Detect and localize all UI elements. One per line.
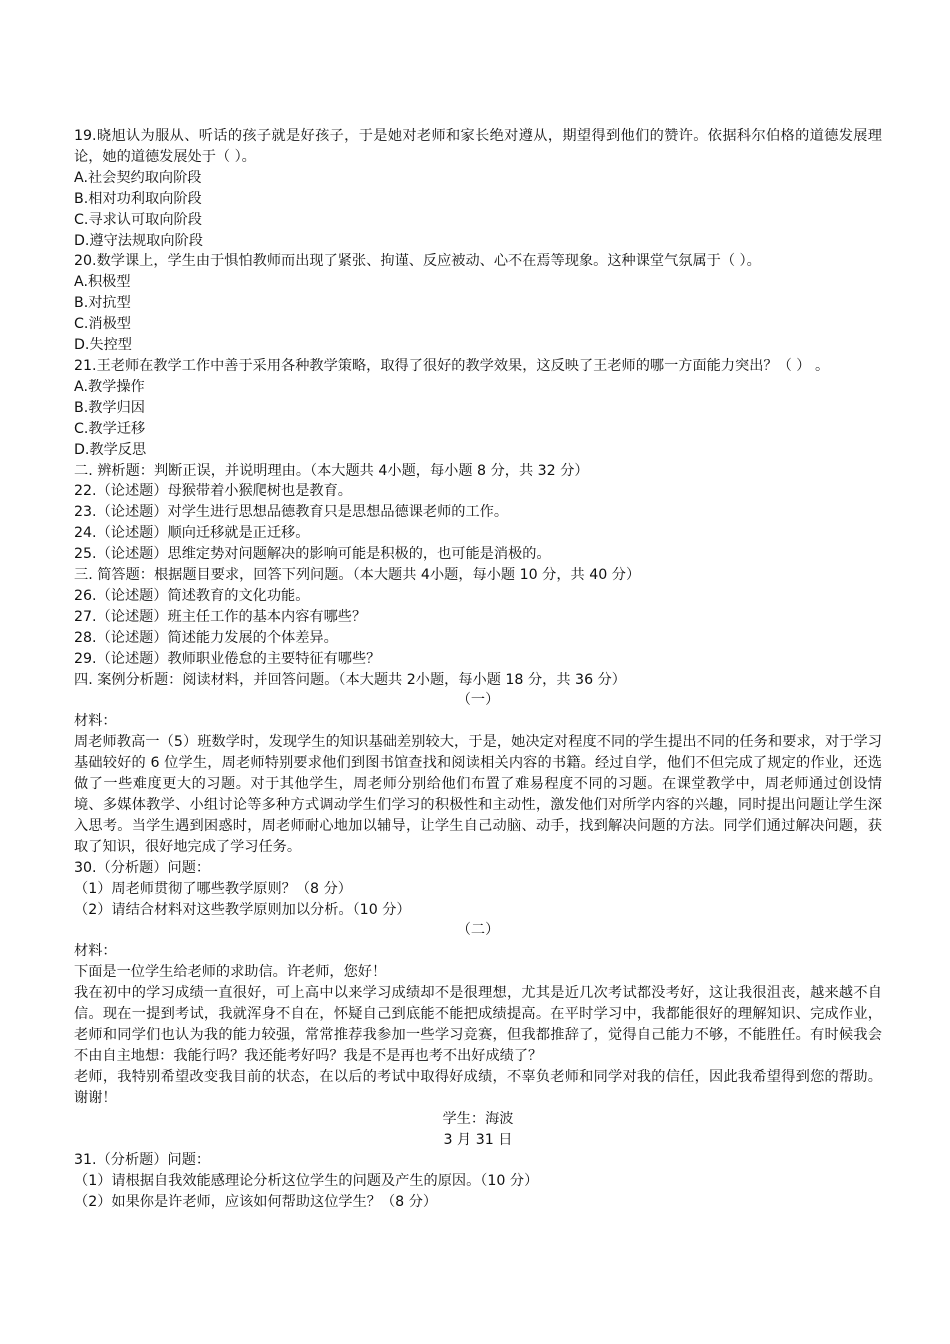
case2-date: 3 月 31 日 <box>443 1131 513 1148</box>
q20-option-c: C.消极型 <box>74 316 131 333</box>
q21-option-c: C.教学迁移 <box>74 420 146 437</box>
q20-option-b: B.对抗型 <box>74 295 131 312</box>
section2-header: 二. 辨析题：判断正误，并说明理由。（本大题共 4小题，每小题 8 分，共 32 分） <box>74 462 589 479</box>
q25: 25.（论述题）思维定势对问题解决的影响可能是积极的，也可能是消极的。 <box>74 546 551 563</box>
q21-option-b: B.教学归因 <box>74 399 145 416</box>
case2-signature: 学生：海波 <box>442 1110 514 1127</box>
q27: 27.（论述题）班主任工作的基本内容有哪些？ <box>74 608 367 625</box>
case1-material-label: 材料： <box>74 713 117 730</box>
q20-option-a: A.积极型 <box>74 274 131 291</box>
q20-option-d: D.失控型 <box>74 337 132 354</box>
case1-material: 周老师教高一（5）班数学时，发现学生的知识基础差别较大，于是，她决定对程度不同的学生提出不同的任务和要求，对于学习基础较好的 6 位学生，周老师特别要求他们到图书馆查找和阅读相关内容的书籍。经过自学，他们不但完成了规定的作业，还选做了一些难度更大的习题。对于其他学生，周老师分别给他们布置了难易程度不同的习题。在课堂教学中，周老师通过创设情境、多媒体教学、小组讨论等多种方式调动学生们学习的积极性和主动性，激发他们对所学内容的兴趣，同时提出问题让学生深入思考。当学生遇到困惑时，周老师耐心地加以辅导，让学生自己动脑、动手，找到解决问题的方法。同学们通过解决问题，获取了知识，很好地完成了学习任务。 <box>74 734 882 855</box>
q31-sub1: （1）请根据自我效能感理论分析这位学生的问题及产生的原因。（10 分） <box>74 1173 539 1190</box>
q21-option-d: D.教学反思 <box>74 441 147 458</box>
q23: 23.（论述题）对学生进行思想品德教育只是思想品德课老师的工作。 <box>74 504 509 521</box>
q19-stem: 19.晓旭认为服从、听话的孩子就是好孩子，于是她对老师和家长绝对遵从，期望得到他们的赞许。依据科尔伯格的道德发展理论，她的道德发展处于（ ）。 <box>74 128 882 165</box>
case2-letter-para2: 老师，我特别希望改变我目前的状态，在以后的考试中取得好成绩，不辜负老师和同学对我的信任，因此我希望得到您的帮助。谢谢！ <box>74 1068 882 1106</box>
document-page <box>74 126 882 1213</box>
q30-title: 30.（分析题）问题： <box>74 859 211 876</box>
q30-sub2: （2）请结合材料对这些教学原则加以分析。（10 分） <box>74 901 411 918</box>
q20-stem: 20.数学课上，学生由于惧怕教师而出现了紧张、拘谨、反应被动、心不在焉等现象。这种课堂气氛属于（ ）。 <box>74 253 761 270</box>
q26: 26.（论述题）简述教育的文化功能。 <box>74 587 310 604</box>
q21-option-a: A.教学操作 <box>74 378 145 395</box>
case2-letter-para1: 我在初中的学习成绩一直很好，可上高中以来学习成绩却不是很理想，尤其是近几次考试都没考好，这让我很沮丧，越来越不自信。现在一提到考试，我就浑身不自在，怀疑自己到底能不能把成绩提高。在平时学习中，我都能很好的理解知识、完成作业，老师和同学们也认为我的能力较强，常常推荐我参加一些学习竞赛，但我都推辞了，觉得自己能力不够，不能胜任。有时候我会不由自主地想：我能行吗？我还能考好吗？我是不是再也考不出好成绩了？ <box>74 985 882 1064</box>
case2-intro: 下面是一位学生给老师的求助信。许老师，您好！ <box>74 964 387 981</box>
q30-sub1: （1）周老师贯彻了哪些教学原则？（8 分） <box>74 880 352 897</box>
q21-stem: 21.王老师在教学工作中善于采用各种教学策略，取得了很好的教学效果，这反映了王老师的哪一方面能力突出？（ ） 。 <box>74 357 830 374</box>
q28: 28.（论述题）简述能力发展的个体差异。 <box>74 629 338 646</box>
q19-option-a: A.社会契约取向阶段 <box>74 169 202 186</box>
q31-sub2: （2）如果你是许老师，应该如何帮助这位学生？（8 分） <box>74 1194 438 1211</box>
q19-option-c: C.寻求认可取向阶段 <box>74 211 202 228</box>
q19-option-d: D.遵守法规取向阶段 <box>74 232 203 249</box>
case2-label: （二） <box>456 922 500 939</box>
q24: 24.（论述题）顺向迁移就是正迁移。 <box>74 525 310 542</box>
q29: 29.（论述题）教师职业倦怠的主要特征有哪些？ <box>74 650 381 667</box>
case1-label: （一） <box>456 692 500 709</box>
q22: 22.（论述题）母猴带着小猴爬树也是教育。 <box>74 483 352 500</box>
case2-material-label: 材料： <box>74 943 117 960</box>
section4-header: 四. 案例分析题：阅读材料，并回答问题。（本大题共 2小题，每小题 18 分，共 36 分） <box>74 671 626 688</box>
q31-title: 31.（分析题）问题： <box>74 1152 211 1169</box>
section3-header: 三. 简答题：根据题目要求，回答下列问题。（本大题共 4小题，每小题 10 分，共 40 分） <box>74 567 641 584</box>
q19-option-b: B.相对功利取向阶段 <box>74 190 202 207</box>
